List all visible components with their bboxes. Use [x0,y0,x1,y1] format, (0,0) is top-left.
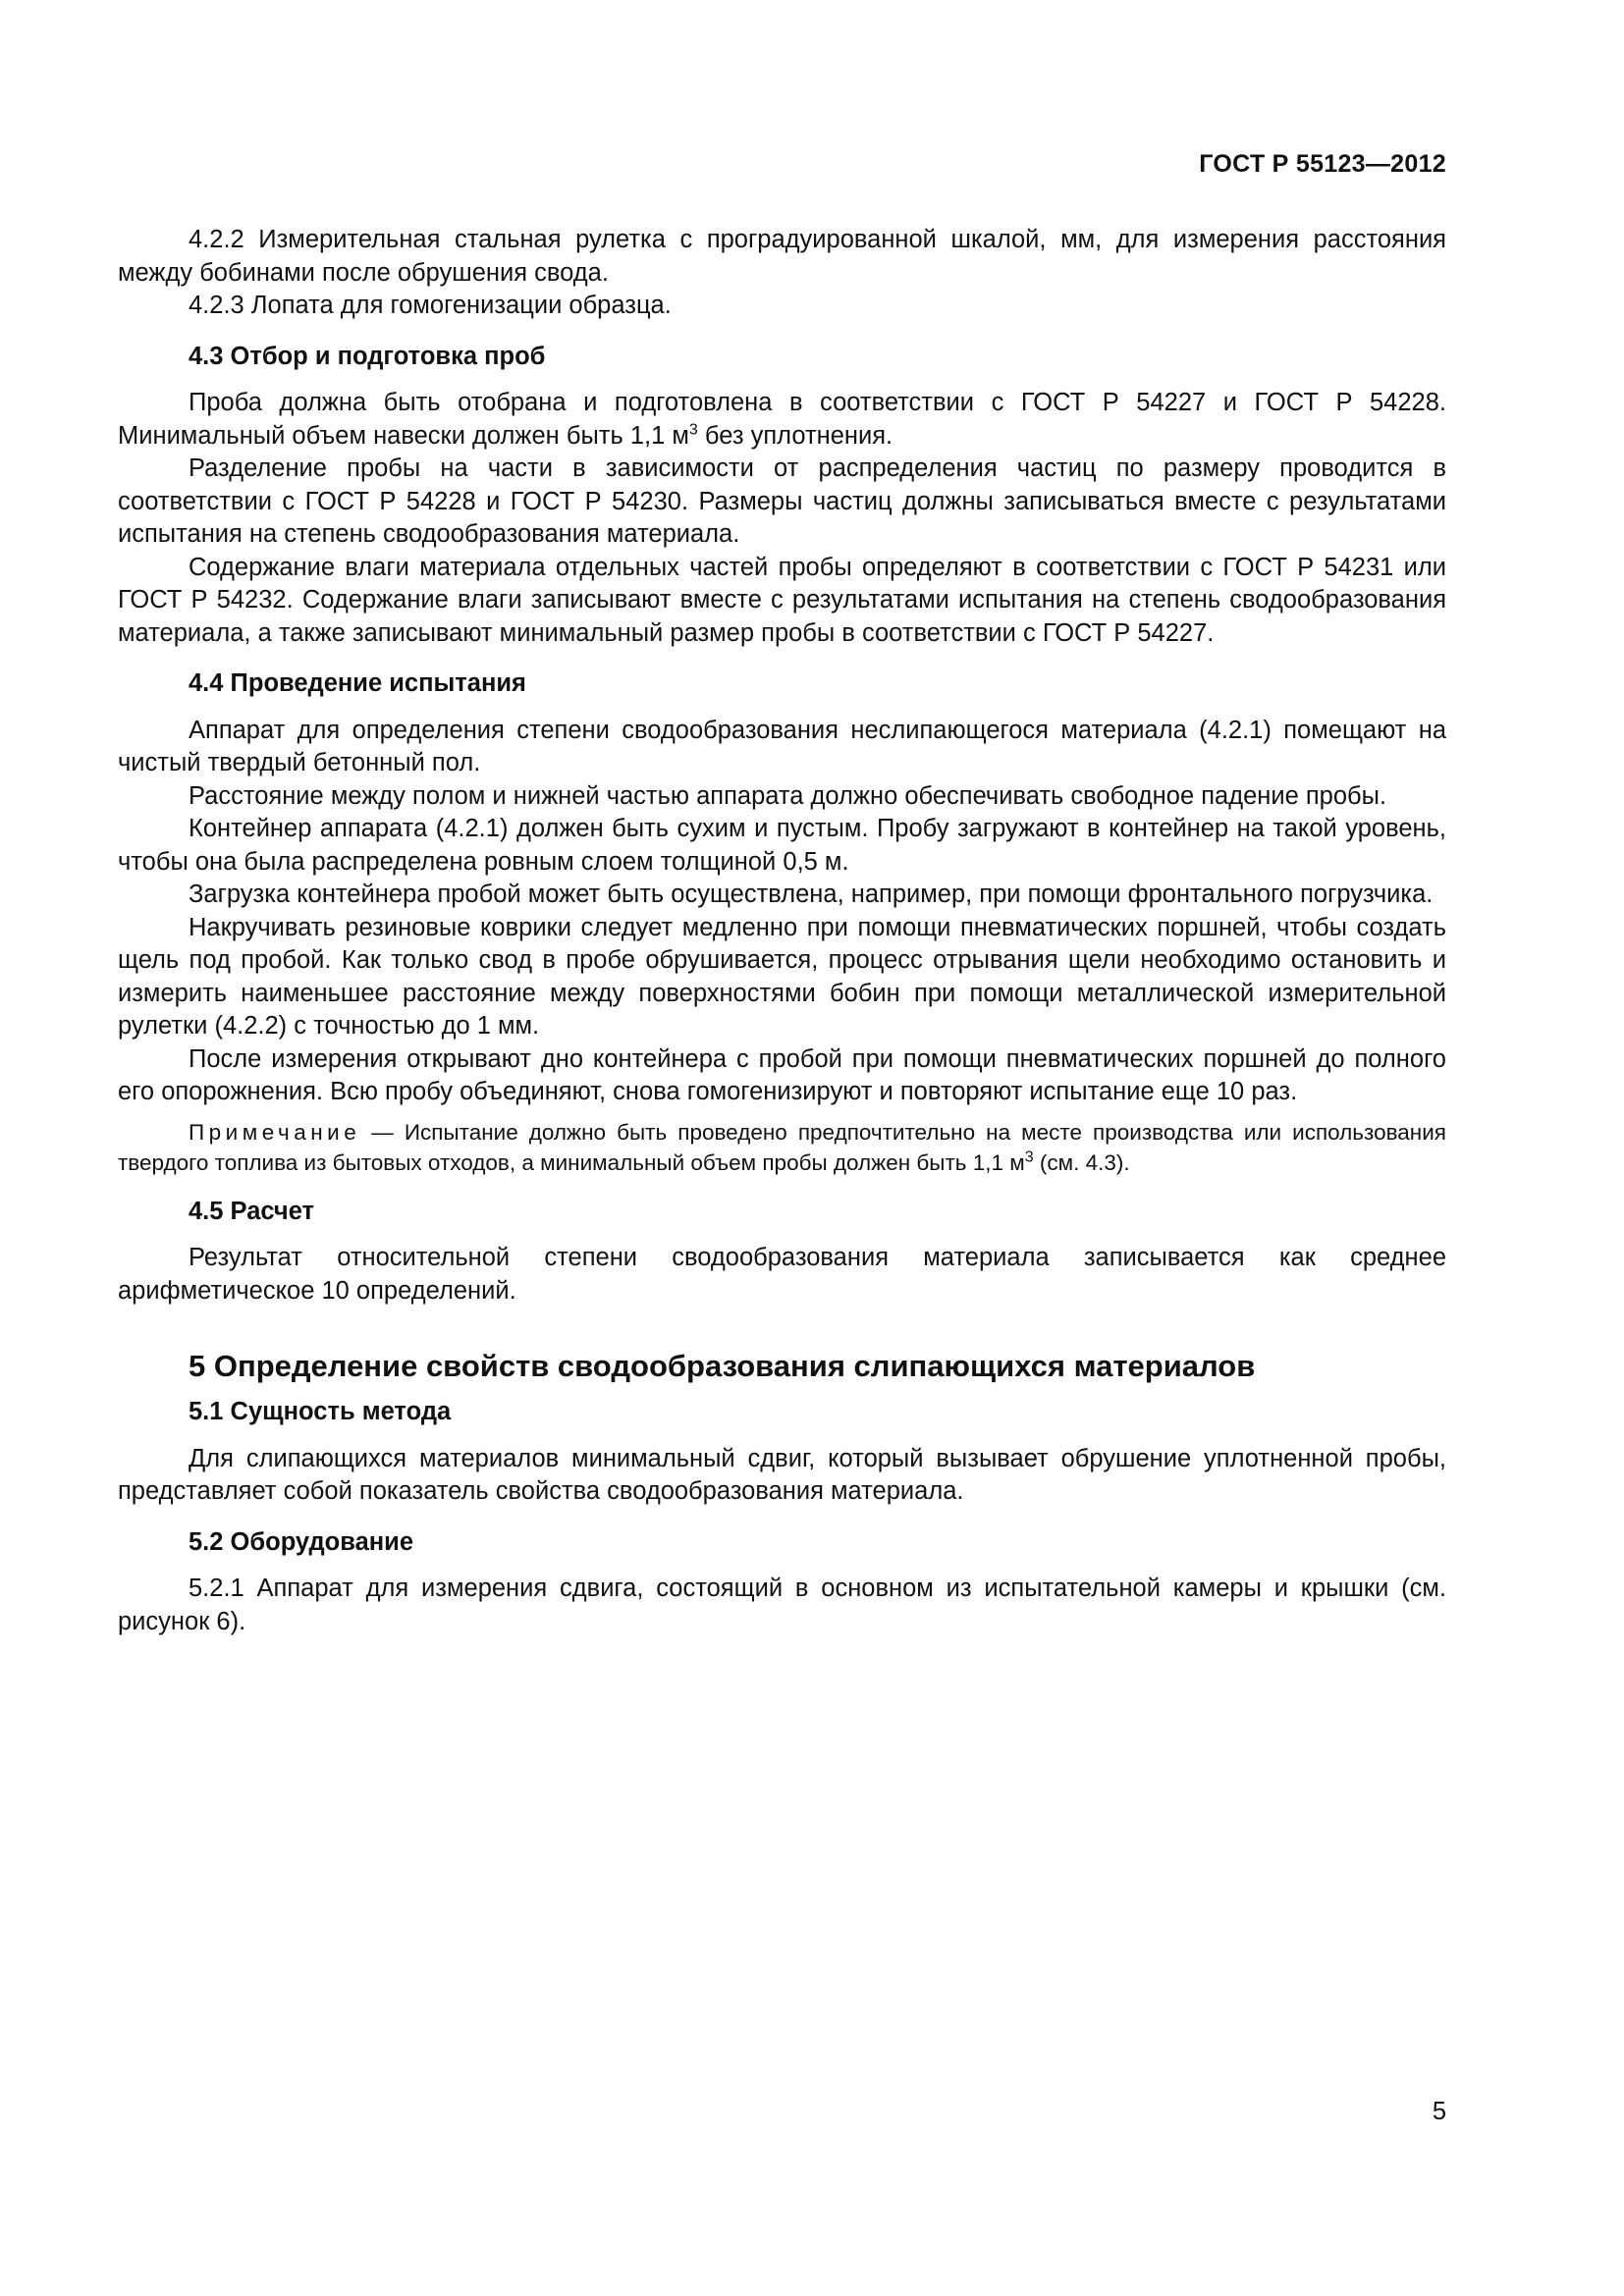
heading-5-2: 5.2 Оборудование [189,1527,414,1556]
paragraph-4-4-distance: Расстояние между полом и нижней частью аппарата должно обеспечивать свободное падение пробы. [189,781,1387,810]
paragraph-4-4-apparatus: Аппарат для определения степени сводообразования неслипающегося материала (4.2.1) помещают на чистый твердый бетонный пол. [118,716,1446,776]
paragraph-4-4-container: Контейнер аппарата (4.2.1) должен быть сухим и пустым. Пробу загружают в контейнер на такой уровень, чтобы она была распределена ровным слоем толщиной 0,5 м. [118,815,1446,876]
paragraph-4-2-3: 4.2.3 Лопата для гомогенизации образца. [189,292,672,319]
paragraph-4-3-moisture: Содержание влаги материала отдельных частей пробы определяют в соответствии с ГОСТ Р 54231 или ГОСТ Р 54232. Содержание влаги записывают вместе с результатами испытания на степень сводообразования материала, а также записывают минимальный размер пробы в соответствии с ГОСТ Р 54227. [118,553,1446,647]
heading-4-5: 4.5 Расчет [189,1197,315,1225]
heading-4-4: 4.4 Проведение испытания [189,669,526,697]
paragraph-4-4-loading: Загрузка контейнера пробой может быть осуществлена, например, при помощи фронтального погрузчика. [189,881,1434,908]
standard-header: ГОСТ Р 55123—2012 [1199,150,1446,178]
note [118,1117,1446,1178]
paragraph-4-3-division: Разделение пробы на части в зависимости от распределения частиц по размеру проводится в соответствии с ГОСТ Р 54228 и ГОСТ Р 54230. Размеры частиц должны записываться вместе с результатами испытания на степень сводообразования материала. [118,454,1446,548]
paragraph-4-3-text-start: Проба должна быть отобрана и подготовлена в соответствии с ГОСТ Р 54227 и ГОСТ Р 54228. Минимальный объем навески должен быть 1,1 м [118,389,1446,450]
paragraph-5-1: Для слипающихся материалов минимальный сдвиг, который вызывает обрушение уплотненной пробы, представляет собой показатель свойства сводообразования материала. [118,1444,1446,1505]
paragraph-4-4-mats: Накручивать резиновые коврики следует медленно при помощи пневматических поршней, чтобы создать щель под пробой. Как только свод в пробе обрушивается, процесс отрывания щели необходимо остановить и измерить наименьшее расстояние между поверхностями бобин при помощи металлической измерительной рулетки (4.2.2) с точностью до 1 мм. [118,913,1446,1040]
document-body [118,224,1446,1638]
superscript-cubic: 3 [688,421,698,438]
note-text-start: — Испытание должно быть проведено предпочтительно на месте производства или использования твердого топлива из бытовых отходов, а минимальный объем пробы должен быть 1,1 м [118,1119,1446,1175]
heading-4-3: 4.3 Отбор и подготовка проб [189,342,546,370]
note-superscript-cubic: 3 [1024,1148,1034,1165]
heading-5-1: 5.1 Сущность метода [189,1398,452,1425]
heading-section-5: 5 Определение свойств сводообразования слипающихся материалов [189,1349,1256,1383]
paragraph-5-2-1: 5.2.1 Аппарат для измерения сдвига, состоящий в основном из испытательной камеры и крышки (см. рисунок 6). [118,1575,1446,1635]
document-page [118,0,1446,2296]
paragraph-4-2-2: 4.2.2 Измерительная стальная рулетка с проградуированной шкалой, мм, для измерения расстояния между бобинами после обрушения свода. [118,226,1446,287]
paragraph-4-5: Результат относительной степени сводообразования материала записывается как среднее арифметическое 10 определений. [118,1244,1446,1305]
paragraph-4-3-sampling [118,387,1446,453]
note-label: Примечание [189,1119,361,1145]
paragraph-4-3-text-end: без уплотнения. [697,421,893,450]
note-text-end: (см. 4.3). [1033,1149,1130,1175]
paragraph-4-4-after: После измерения открывают дно контейнера с пробой при помощи пневматических поршней до полного его опорожнения. Всю пробу объединяют, снова гомогенизируют и повторяют испытание еще 10 раз. [118,1044,1446,1105]
page-number: 5 [1432,2098,1446,2125]
